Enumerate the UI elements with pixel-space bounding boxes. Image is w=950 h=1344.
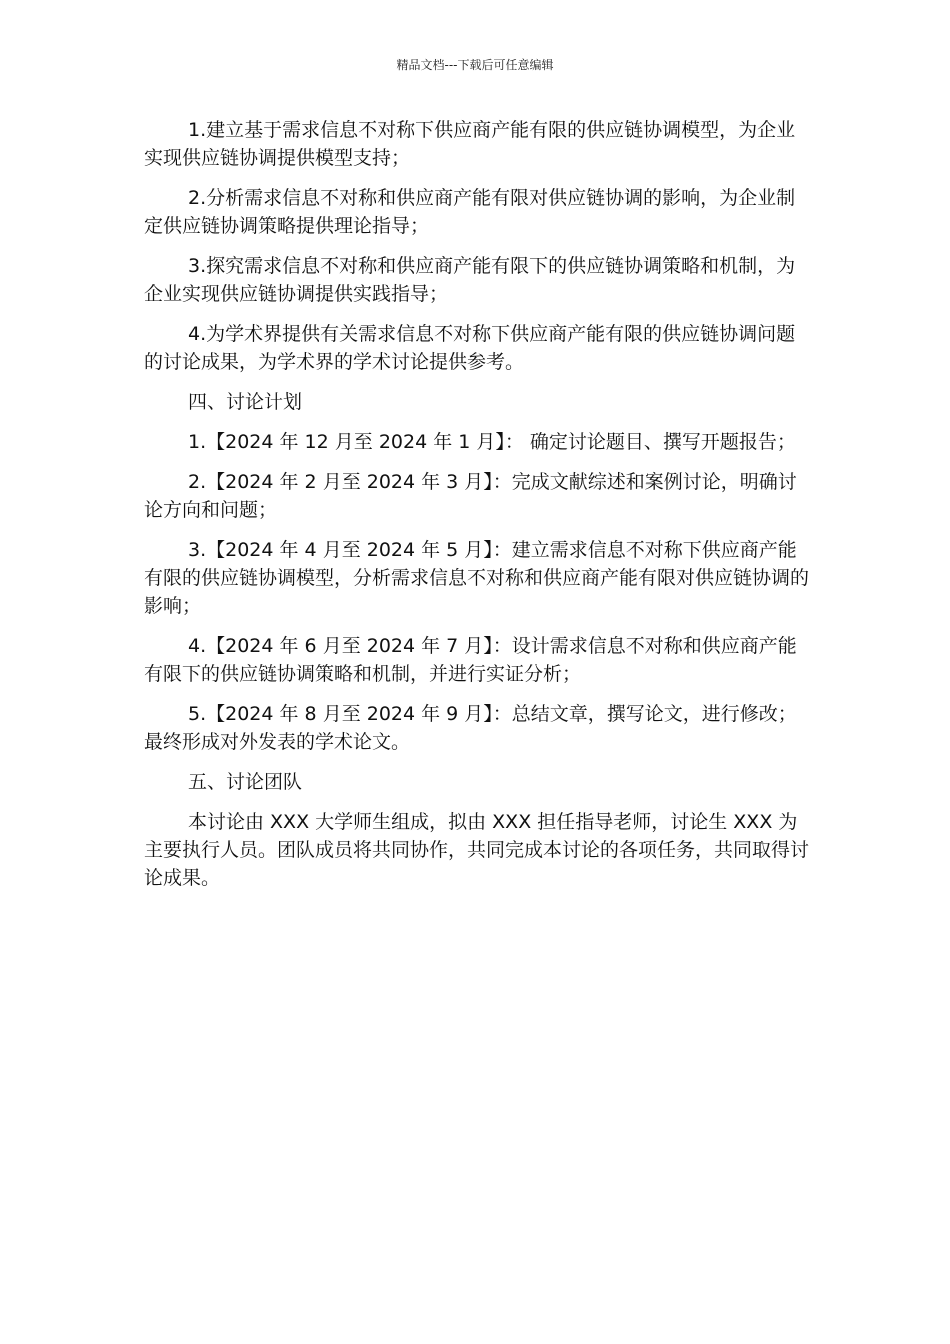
- document-body: [144, 116, 810, 904]
- plan-item-2: 2.【2024 年 2 月至 2024 年 3 月】：完成文献综述和案例讨论，明确讨论方向和问题；: [144, 471, 797, 521]
- section-heading-plan: 四、讨论计划: [188, 391, 303, 413]
- section-heading-team: 五、讨论团队: [188, 771, 303, 793]
- plan-item-1: 1.【2024 年 12 月至 2024 年 1 月】： 确定讨论题目、撰写开题报告；: [188, 431, 796, 453]
- objective-1-paragraph: 1.建立基于需求信息不对称下供应商产能有限的供应链协调模型，为企业实现供应链协调提供模型支持；: [144, 119, 796, 169]
- page-header: 精品文档---下载后可任意编辑: [396, 58, 554, 72]
- objective-3-paragraph: 3.探究需求信息不对称和供应商产能有限下的供应链协调策略和机制，为企业实现供应链协调提供实践指导；: [144, 255, 796, 305]
- team-paragraph: 本讨论由 XXX 大学师生组成，拟由 XXX 担任指导老师，讨论生 XXX 为主要执行人员。团队成员将共同协作，共同完成本讨论的各项任务，共同取得讨论成果。: [144, 811, 810, 889]
- plan-item-5: 5.【2024 年 8 月至 2024 年 9 月】：总结文章，撰写论文，进行修改；最终形成对外发表的学术论文。: [144, 703, 797, 753]
- objective-4-paragraph: 4.为学术界提供有关需求信息不对称下供应商产能有限的供应链协调问题的讨论成果，为学术界的学术讨论提供参考。: [144, 323, 796, 373]
- objective-2-paragraph: 2.分析需求信息不对称和供应商产能有限对供应链协调的影响，为企业制定供应链协调策略提供理论指导；: [144, 187, 796, 237]
- plan-item-3: 3.【2024 年 4 月至 2024 年 5 月】：建立需求信息不对称下供应商产能有限的供应链协调模型，分析需求信息不对称和供应商产能有限对供应链协调的影响；: [144, 539, 810, 617]
- plan-item-4: 4.【2024 年 6 月至 2024 年 7 月】：设计需求信息不对称和供应商产能有限下的供应链协调策略和机制，并进行实证分析；: [144, 635, 797, 685]
